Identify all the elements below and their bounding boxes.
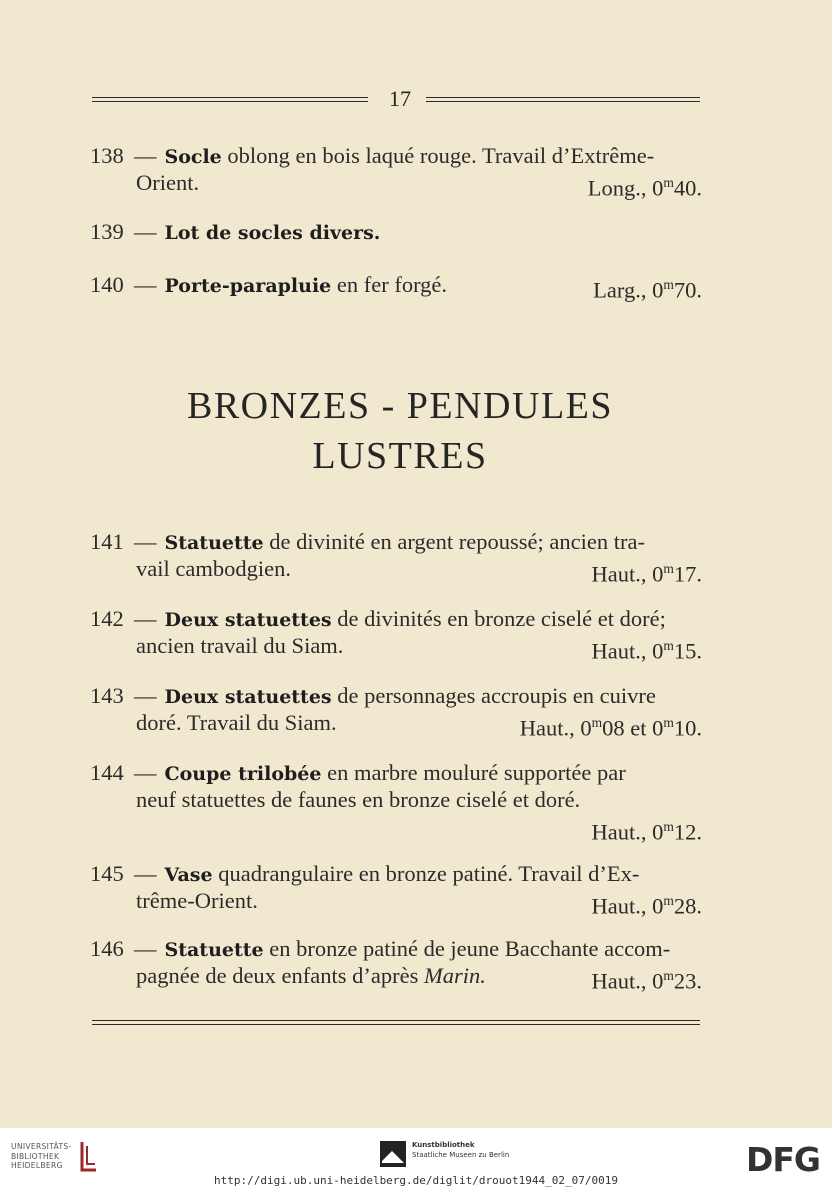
catalog-entry-139: 139 — Lot de socles divers.: [90, 219, 381, 244]
entry-description: en bronze patiné de jeune Bacchante accom-: [263, 936, 671, 961]
entry-number: 143: [90, 683, 124, 708]
header-rule-left: [92, 97, 368, 102]
catalog-entry-140: 140 — Porte-parapluie en fer forgé. Larg., 0$^m$70.: [90, 272, 702, 303]
entry-number: 144: [90, 760, 124, 785]
entry-number: 139: [90, 219, 124, 244]
catalog-entry-141: 141 — Statuette de divinité en argent repoussé; ancien tra- vail cambodgien. Haut., 0$^m$17.: [90, 529, 702, 587]
entry-description-cont: neuf statuettes de faunes en bronze ciselé et doré.: [136, 787, 581, 812]
entry-number: 142: [90, 606, 124, 631]
entry-title: Statuette: [164, 939, 264, 961]
footer-rule-bottom: [92, 1024, 700, 1025]
entry-artist: Marin.: [424, 963, 486, 988]
entry-number: 141: [90, 529, 124, 554]
heidelberg-logo-icon: [78, 1140, 100, 1172]
entry-description: de divinités en bronze ciselé et doré;: [331, 606, 666, 631]
section-title-line1: BRONZES - PENDULES: [186, 385, 614, 427]
entry-measure: Haut., 0$^m$17.: [591, 561, 702, 587]
entry-title: Socle: [164, 146, 222, 168]
entry-measure: Haut., 0$^m$15.: [591, 638, 702, 664]
entry-measure: Haut., 0$^m$08 et 0$^m$10.: [519, 715, 702, 741]
entry-description: en marbre mouluré supportée par: [321, 760, 626, 785]
entry-description-cont: vail cambodgien.: [136, 556, 291, 581]
entry-title: Lot de socles divers.: [164, 222, 381, 244]
permalink-url[interactable]: http://digi.ub.uni-heidelberg.de/diglit/drouot1944_02_07/0019: [214, 1174, 618, 1187]
library-name-line2: BIBLIOTHEK: [11, 1151, 60, 1161]
entry-number: 145: [90, 861, 124, 886]
entry-description: oblong en bois laqué rouge. Travail d’Extrême-: [221, 143, 655, 168]
entry-description-cont: Orient.: [136, 170, 200, 195]
entry-description-cont: ancien travail du Siam.: [136, 633, 344, 658]
entry-description: en fer forgé.: [331, 272, 448, 297]
entry-measure: Haut., 0$^m$28.: [591, 893, 702, 919]
footer-rule-top: [92, 1020, 700, 1021]
library-name-line3: HEIDELBERG: [11, 1161, 63, 1170]
catalog-entry-144: 144 — Coupe trilobée en marbre mouluré supportée par neuf statuettes de faunes en bronze ciselé et doré. Haut., 0$^m$12.: [90, 760, 702, 845]
entry-description-cont: doré. Travail du Siam.: [136, 710, 337, 735]
entry-title: Vase: [164, 864, 213, 886]
entry-measure: Haut., 0$^m$23.: [591, 968, 702, 994]
entry-number: 138: [90, 143, 124, 168]
entry-measure: Haut., 0$^m$12.: [591, 819, 702, 845]
catalog-entry-146: 146 — Statuette en bronze patiné de jeune Bacchante accom- pagnée de deux enfants d’après Marin. Haut., 0$^m$23.: [90, 936, 702, 994]
catalog-entry-138: 138 — Socle oblong en bois laqué rouge. Travail d’Extrême- Orient. Long., 0$^m$40.: [90, 143, 702, 201]
catalog-entry-143: 143 — Deux statuettes de personnages accroupis en cuivre doré. Travail du Siam. Haut., 0$^m$08 et 0$^m$10.: [90, 683, 702, 741]
entry-description-cont: pagnée de deux enfants d’après: [136, 963, 419, 988]
entry-title: Deux statuettes: [164, 686, 332, 708]
entry-measure: Long., 0$^m$40.: [587, 175, 702, 201]
library-name-line1: UNIVERSITÄTS-: [11, 1142, 72, 1151]
entry-description: de personnages accroupis en cuivre: [331, 683, 656, 708]
entry-description-cont: trême-Orient.: [136, 888, 258, 913]
entry-title: Porte-parapluie: [164, 275, 332, 297]
entry-title: Coupe trilobée: [164, 763, 322, 785]
kunstbibliothek-subtitle: Staatliche Museen zu Berlin: [412, 1151, 510, 1159]
kunstbibliothek-label[interactable]: [412, 1140, 509, 1160]
entry-number: 140: [90, 272, 124, 297]
entry-number: 146: [90, 936, 124, 961]
entry-description: quadrangulaire en bronze patiné. Travail d’Ex-: [212, 861, 640, 886]
entry-measure: Larg., 0$^m$70.: [593, 277, 702, 303]
kunstbibliothek-logo-icon: [380, 1141, 406, 1167]
header-rule-right: [426, 97, 700, 102]
dfg-logo[interactable]: DFG: [745, 1140, 820, 1179]
heidelberg-library-logo[interactable]: [11, 1142, 72, 1171]
page-number: 17: [389, 86, 411, 111]
catalog-entry-142: 142 — Deux statuettes de divinités en bronze ciselé et doré; ancien travail du Siam. Haut., 0$^m$15.: [90, 606, 702, 664]
catalog-entry-145: 145 — Vase quadrangulaire en bronze patiné. Travail d’Ex- trême-Orient. Haut., 0$^m$28.: [90, 861, 702, 919]
section-title-line2: LUSTRES: [312, 435, 488, 477]
kunstbibliothek-name: Kunstbibliothek: [412, 1141, 475, 1149]
entry-title: Deux statuettes: [164, 609, 332, 631]
entry-title: Statuette: [164, 532, 264, 554]
entry-description: de divinité en argent repoussé; ancien tra-: [263, 529, 645, 554]
